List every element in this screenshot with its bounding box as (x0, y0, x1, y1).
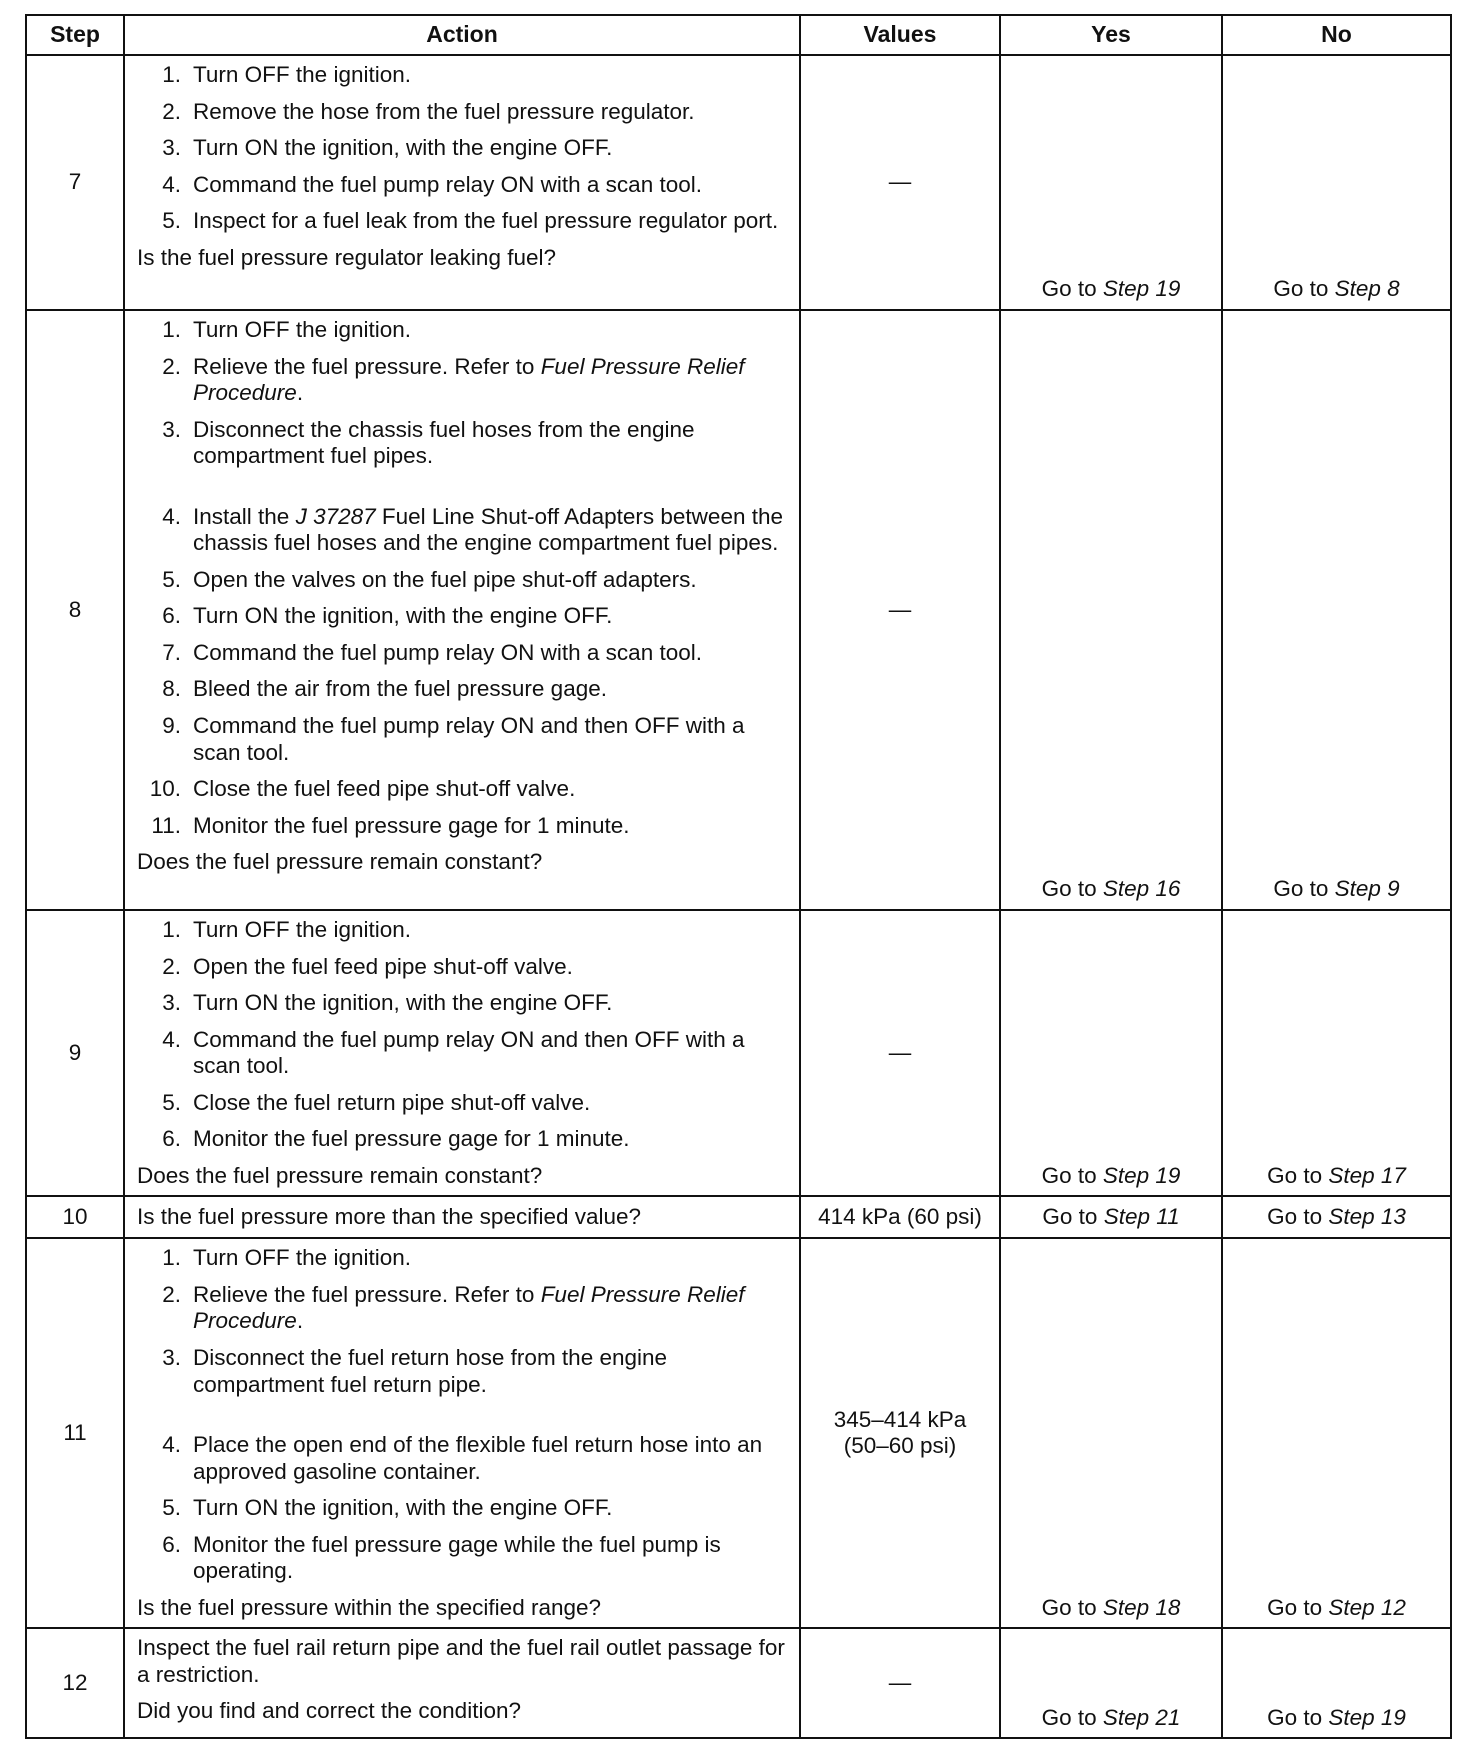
yes-cell: Go to Step 11 (1000, 1196, 1222, 1238)
list-item: 4. Place the open end of the flexible fuel return hose into an approved gasoline container. (162, 1432, 763, 1484)
list-item: 2. Open the fuel feed pipe shut-off valve. (162, 953, 573, 979)
yes-cell: Go to Step 19 (1000, 55, 1222, 310)
step-reference: Step 19 (1102, 1162, 1181, 1188)
yes-cell: Go to Step 18 (1000, 1238, 1222, 1628)
list-item: 3. Turn ON the ignition, with the engine OFF. (162, 135, 613, 161)
step-number: 8 (26, 310, 124, 910)
list-item: 1. Turn OFF the ignition. (162, 917, 412, 942)
list-item: 4. Command the fuel pump relay ON and then OFF with a scan tool. (162, 1026, 745, 1079)
question-text: Does the fuel pressure remain constant? (137, 1162, 543, 1188)
list-item: 4. Install the J 37287 Fuel Line Shut-off Adapters between the chassis fuel hoses and the engine compartment fuel pipes. (162, 503, 784, 556)
no-cell: Go to Step 9 (1222, 310, 1451, 910)
yes-cell: Go to Step 16 (1000, 310, 1222, 910)
header-yes: Yes (1000, 15, 1222, 55)
action-cell (124, 1196, 800, 1238)
list-item: 2. Relieve the fuel pressure. Refer to Fuel Pressure Relief Procedure. (162, 353, 745, 406)
no-cell: Go to Step 12 (1222, 1238, 1451, 1628)
value-cell: 414 kPa (60 psi) (800, 1196, 1000, 1238)
table-row (26, 55, 1451, 310)
step-reference: Step 13 (1328, 1204, 1406, 1230)
action-list (137, 317, 791, 839)
action-list (137, 62, 791, 235)
question-text: Is the fuel pressure regulator leaking fuel? (137, 244, 556, 270)
list-item: 8. Bleed the air from the fuel pressure gage. (162, 676, 607, 702)
step-reference: Step 17 (1328, 1162, 1406, 1188)
no-cell: Go to Step 13 (1222, 1196, 1451, 1238)
step-reference: Step 19 (1102, 276, 1181, 302)
list-item: 5. Open the valves on the fuel pipe shut-off adapters. (162, 566, 697, 592)
step-reference: Step 21 (1102, 1704, 1181, 1730)
list-item: 6. Monitor the fuel pressure gage for 1 minute. (162, 1126, 630, 1152)
value-range: 345–414 kPa (833, 1406, 967, 1432)
table-row (26, 1628, 1451, 1738)
step-reference: Step 16 (1102, 876, 1181, 902)
value-cell: — (800, 55, 1000, 310)
step-reference: Step 9 (1334, 876, 1400, 902)
action-list (137, 917, 791, 1153)
list-item: 1. Turn OFF the ignition. (162, 317, 412, 342)
no-cell: Go to Step 8 (1222, 55, 1451, 310)
value-cell (800, 1238, 1000, 1628)
yes-cell: Go to Step 21 (1000, 1628, 1222, 1738)
table-row (26, 1238, 1451, 1628)
action-cell (124, 1238, 800, 1628)
list-item: 9. Command the fuel pump relay ON and then OFF with a scan tool. (162, 713, 745, 765)
step-reference: Step 19 (1328, 1704, 1406, 1730)
procedure-reference: Fuel Pressure Relief Procedure (193, 353, 745, 406)
value-cell: — (800, 910, 1000, 1196)
action-cell (124, 1628, 800, 1738)
header-action: Action (124, 15, 800, 55)
list-item: 3. Turn ON the ignition, with the engine OFF. (162, 990, 613, 1016)
diagnostic-table (25, 14, 1452, 1739)
step-reference: Step 11 (1103, 1204, 1180, 1230)
list-item: 1. Turn OFF the ignition. (162, 1245, 412, 1271)
list-item: 10. Close the fuel feed pipe shut-off valve. (149, 776, 576, 802)
header-row (26, 15, 1451, 55)
list-item: 5. Turn ON the ignition, with the engine OFF. (162, 1495, 613, 1521)
action-cell (124, 55, 800, 310)
no-cell: Go to Step 17 (1222, 910, 1451, 1196)
step-number: 11 (26, 1238, 124, 1628)
table-row (26, 310, 1451, 910)
action-cell (124, 310, 800, 910)
list-item: 4. Command the fuel pump relay ON with a scan tool. (162, 171, 702, 197)
action-list (137, 1245, 791, 1584)
no-cell: Go to Step 19 (1222, 1628, 1451, 1738)
table-row (26, 910, 1451, 1196)
list-item: 5. Close the fuel return pipe shut-off valve. (162, 1089, 591, 1115)
step-number: 9 (26, 910, 124, 1196)
step-reference: Step 8 (1334, 276, 1400, 302)
header-no: No (1222, 15, 1451, 55)
step-number: 12 (26, 1628, 124, 1738)
list-item: 7. Command the fuel pump relay ON with a scan tool. (162, 639, 702, 665)
step-number: 7 (26, 55, 124, 310)
list-item: 5. Inspect for a fuel leak from the fuel pressure regulator port. (162, 208, 779, 234)
header-values: Values (800, 15, 1000, 55)
question-text: Did you find and correct the condition? (137, 1698, 521, 1724)
list-item: 6. Monitor the fuel pressure gage while the fuel pump is operating. (162, 1531, 721, 1584)
yes-cell: Go to Step 19 (1000, 910, 1222, 1196)
action-cell (124, 910, 800, 1196)
table-row (26, 1196, 1451, 1238)
step-number: 10 (26, 1196, 124, 1238)
question-text: Is the fuel pressure more than the specified value? (137, 1204, 642, 1230)
step-reference: Step 12 (1328, 1594, 1406, 1620)
list-item: 2. Relieve the fuel pressure. Refer to Fuel Pressure Relief Procedure. (162, 1281, 745, 1334)
header-step: Step (26, 15, 124, 55)
instruction-text: Inspect the fuel rail return pipe and the fuel rail outlet passage for a restriction. (137, 1635, 785, 1687)
procedure-reference: Fuel Pressure Relief Procedure (193, 1281, 745, 1334)
list-item: 3. Disconnect the chassis fuel hoses from the engine compartment fuel pipes. (162, 416, 695, 469)
step-reference: Step 18 (1102, 1594, 1181, 1620)
question-text: Is the fuel pressure within the specified range? (137, 1594, 602, 1620)
value-cell: — (800, 310, 1000, 910)
list-item: 2. Remove the hose from the fuel pressure regulator. (162, 98, 695, 124)
question-text: Does the fuel pressure remain constant? (137, 849, 543, 875)
list-item: 6. Turn ON the ignition, with the engine OFF. (162, 603, 613, 629)
tool-reference: J 37287 (295, 503, 376, 529)
list-item: 11. Monitor the fuel pressure gage for 1 minute. (151, 812, 630, 838)
list-item: 1. Turn OFF the ignition. (162, 62, 412, 87)
value-cell: — (800, 1628, 1000, 1738)
value-range-psi: (50–60 psi) (843, 1433, 957, 1459)
list-item: 3. Disconnect the fuel return hose from the engine compartment fuel return pipe. (162, 1345, 668, 1397)
